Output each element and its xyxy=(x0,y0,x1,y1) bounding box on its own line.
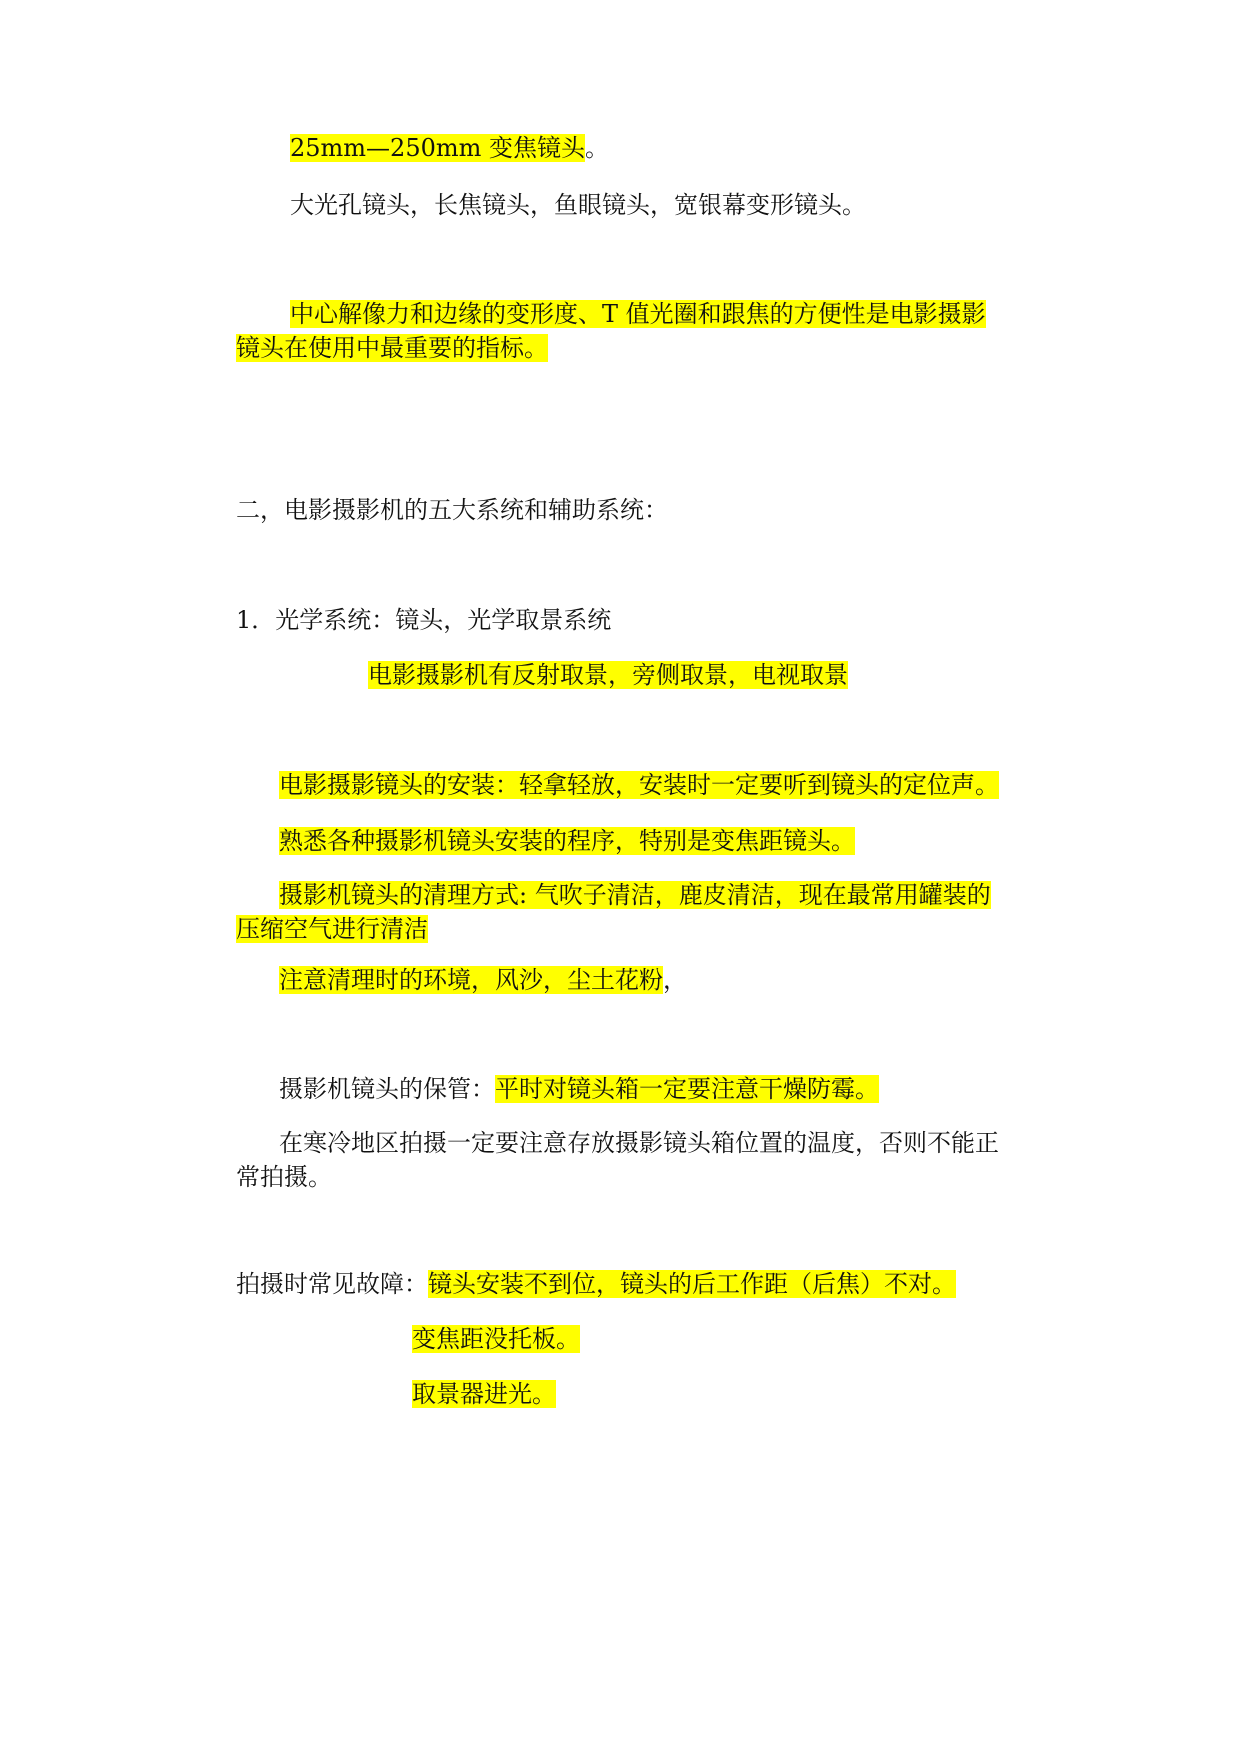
fault-item-1: 镜头安装不到位，镜头的后工作距（后焦）不对。 xyxy=(428,1270,956,1298)
fault-item-3: 取景器进光。 xyxy=(412,1380,556,1408)
storage-label: 摄影机镜头的保管： xyxy=(279,1075,495,1103)
lens-cleaning-line-2: 压缩空气进行清洁 xyxy=(236,915,428,943)
viewfinding-highlight: 电影摄影机有反射取景，旁侧取景，电视取景 xyxy=(368,661,848,689)
storage-highlight: 平时对镜头箱一定要注意干燥防霉。 xyxy=(495,1075,879,1103)
faults-line-2 xyxy=(412,1322,580,1356)
lens-types-line: 大光孔镜头，长焦镜头，鱼眼镜头，宽银幕变形镜头。 xyxy=(290,191,866,219)
storage-line xyxy=(279,1072,879,1106)
lens-indicators-paragraph xyxy=(236,297,986,365)
section-two-heading: 二，电影摄影机的五大系统和辅助系统： xyxy=(236,496,668,524)
lens-indicators-line-1: 中心解像力和边缘的变形度、T 值光圈和跟焦的方便性是电影摄影 xyxy=(290,300,986,328)
cleaning-env-highlight: 注意清理时的环境，风沙，尘土花粉 xyxy=(279,966,663,994)
cleaning-env-end: ， xyxy=(663,966,687,994)
install-familiar-line xyxy=(279,824,855,858)
optical-system-line: 1．光学系统：镜头，光学取景系统 xyxy=(236,606,612,634)
cold-region-paragraph xyxy=(236,1126,999,1194)
lens-install-highlight: 电影摄影镜头的安装：轻拿轻放，安装时一定要听到镜头的定位声。 xyxy=(279,771,999,799)
lens-range-highlight: 25mm—250mm 变焦镜头 xyxy=(290,134,586,162)
lens-install-line xyxy=(279,768,999,802)
lens-range-line xyxy=(290,131,609,165)
cold-region-line-1: 在寒冷地区拍摄一定要注意存放摄影镜头箱位置的温度，否则不能正 xyxy=(279,1129,999,1157)
faults-label: 拍摄时常见故障： xyxy=(236,1270,428,1298)
lens-cleaning-line-1: 摄影机镜头的清理方式: 气吹子清洁，鹿皮清洁，现在最常用罐装的 xyxy=(279,881,991,909)
faults-line-3 xyxy=(412,1377,556,1411)
lens-indicators-line-2: 镜头在使用中最重要的指标。 xyxy=(236,334,548,362)
cold-region-line-2: 常拍摄。 xyxy=(236,1163,332,1191)
viewfinding-line xyxy=(368,658,848,692)
fault-item-2: 变焦距没托板。 xyxy=(412,1325,580,1353)
lens-cleaning-paragraph xyxy=(236,878,991,946)
lens-range-end: 。 xyxy=(585,134,610,162)
install-familiar-highlight: 熟悉各种摄影机镜头安装的程序，特别是变焦距镜头。 xyxy=(279,827,855,855)
faults-line-1 xyxy=(236,1267,956,1301)
cleaning-env-line xyxy=(279,963,687,997)
